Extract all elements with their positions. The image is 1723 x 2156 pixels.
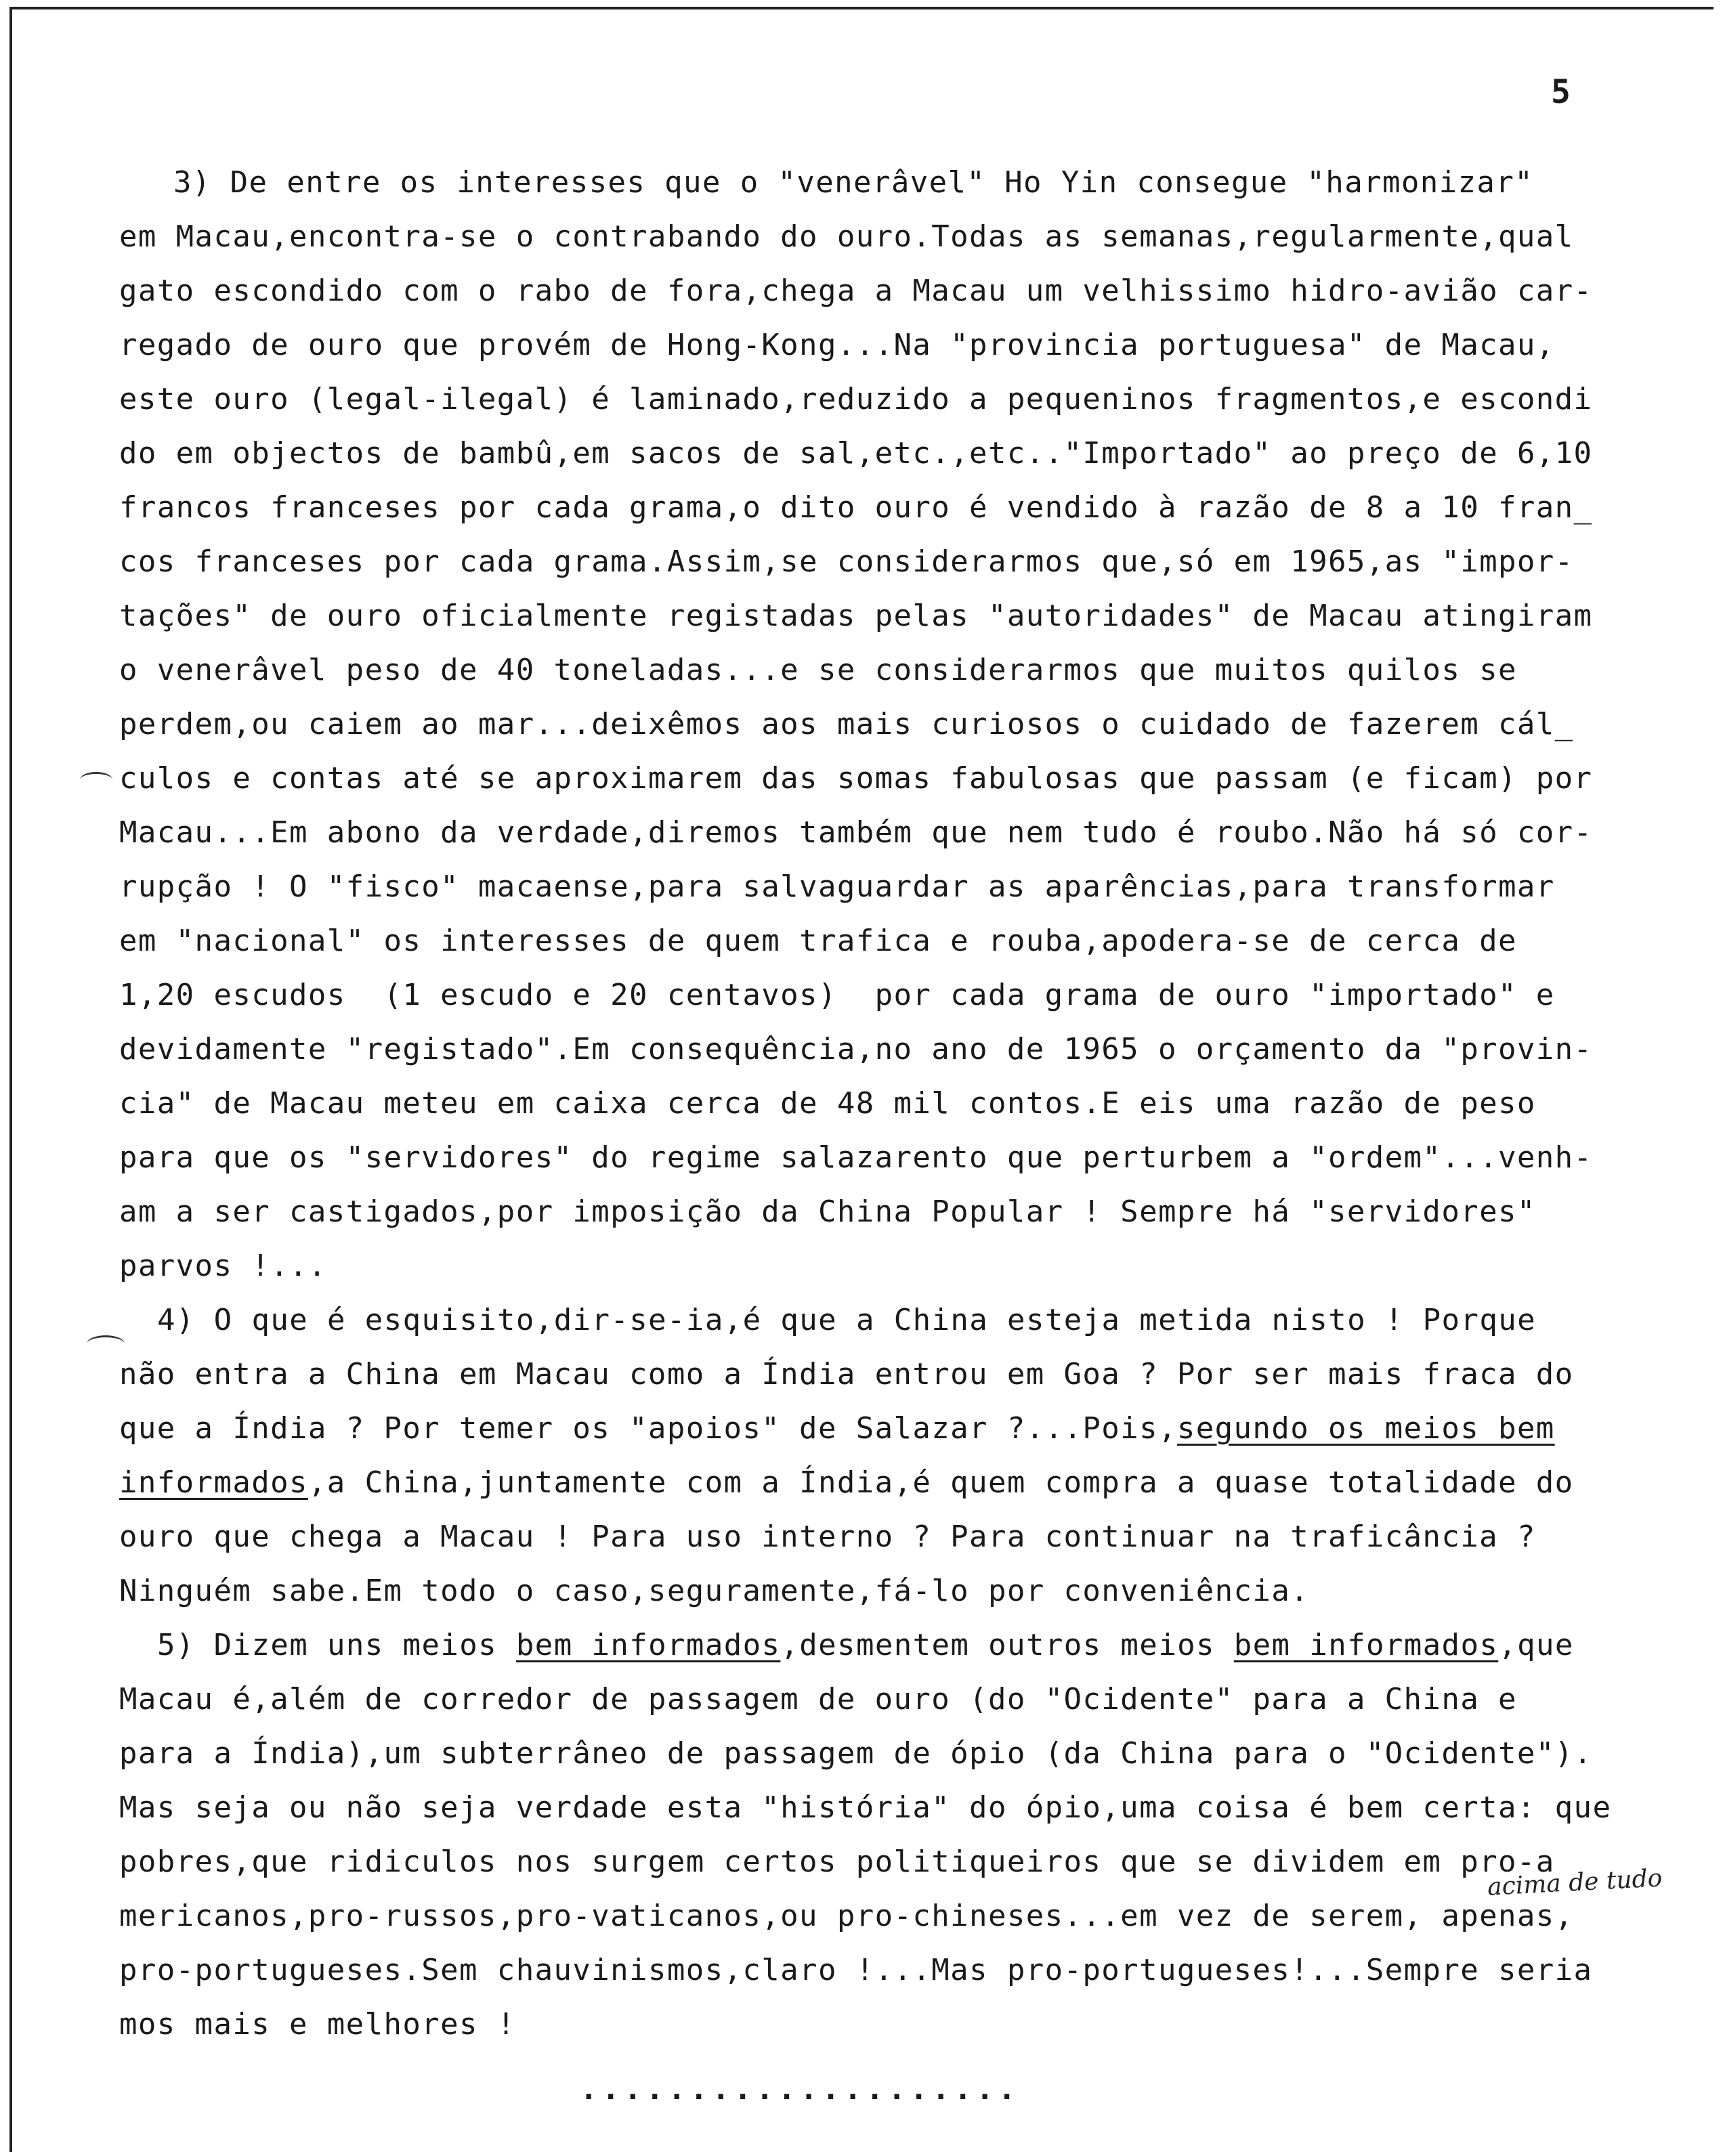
text-line: ouro que chega a Macau ! Para uso interno ? Para continuar na traficância ? (119, 1519, 1536, 1554)
text-segment: que a Índia ? Por temer os "apoios" de Salazar ?...Pois, (119, 1411, 1177, 1446)
text-line: 1,20 escudos (1 escudo e 20 centavos) por cada grama de ouro "importado" e (119, 978, 1555, 1012)
underlined-phrase: bem informados (515, 1628, 781, 1662)
text-line (119, 1464, 1574, 1502)
text-line: do em objectos de bambû,em sacos de sal,etc.,etc.."Importado" ao preço de 6,10 (119, 436, 1593, 471)
text-line: cos franceses por cada grama.Assim,se considerarmos que,só em 1965,as "impor- (119, 544, 1574, 579)
handwritten-annotation: acima de tudo (1487, 1864, 1663, 1901)
text-line: o venerâvel peso de 40 toneladas...e se considerarmos que muitos quilos se (119, 653, 1517, 687)
text-line: não entra a China em Macau como a Índia entrou em Goa ? Por ser mais fraca do (119, 1357, 1574, 1392)
underlined-phrase: bem informados (1233, 1628, 1499, 1662)
text-line: mos mais e melhores ! (119, 2007, 516, 2042)
text-segment: ,desmentem outros meios (780, 1628, 1234, 1662)
text-line: tações" de ouro oficialmente registadas pelas "autoridades" de Macau atingiram (119, 599, 1593, 633)
margin-mark (87, 1335, 125, 1352)
text-line: culos e contas até se aproximarem das somas fabulosas que passam (e ficam) por (119, 761, 1593, 796)
text-line: rupção ! O "fisco" macaense,para salvaguardar as aparências,para transformar (119, 869, 1555, 904)
text-line (157, 1626, 1574, 1664)
text-line: pro-portugueses.Sem chauvinismos,claro !...Mas pro-portugueses!...Sempre seria (119, 1953, 1593, 1987)
text-line: Ninguém sabe.Em todo o caso,seguramente,fá-lo por conveniência. (119, 1574, 1310, 1608)
text-line: Macau...Em abono da verdade,diremos também que nem tudo é roubo.Não há só cor- (119, 815, 1593, 850)
text-line (119, 1410, 1555, 1448)
text-line: Macau é,além de corredor de passagem de ouro (do "Ocidente" para a China e (119, 1682, 1517, 1717)
text-segment: ,que (1498, 1628, 1574, 1662)
text-line: pobres,que ridiculos nos surgem certos politiqueiros que se dividem em pro-a (119, 1845, 1555, 1879)
text-line: para a Índia),um subterrâneo de passagem de ópio (da China para o "Ocidente"). (119, 1736, 1593, 1771)
page-number: 5 (1551, 73, 1571, 111)
text-line: mericanos,pro-russos,pro-vaticanos,ou pro-chineses...em vez de serem, apenas, (119, 1899, 1574, 1933)
text-line: devidamente "registado".Em consequência,no ano de 1965 o orçamento da "provin- (119, 1032, 1593, 1066)
text-line: em Macau,encontra-se o contrabando do ouro.Todas as semanas,regularmente,qual (119, 219, 1574, 254)
margin-mark (80, 772, 112, 788)
underlined-phrase: informados (119, 1465, 308, 1500)
underlined-phrase: segundo os meios bem (1176, 1411, 1555, 1446)
text-line: perdem,ou caiem ao mar...deixêmos aos mais curiosos o cuidado de fazerem cál_ (119, 707, 1574, 741)
text-line: parvos !... (119, 1249, 327, 1283)
text-line: am a ser castigados,por imposição da China Popular ! Sempre há "servidores" (119, 1194, 1536, 1229)
text-line: cia" de Macau meteu em caixa cerca de 48 mil contos.E eis uma razão de peso (119, 1086, 1536, 1121)
text-line: francos franceses por cada grama,o dito ouro é vendido à razão de 8 a 10 fran_ (119, 490, 1593, 525)
text-line: gato escondido com o rabo de fora,chega a Macau um velhissimo hidro-avião car- (119, 274, 1593, 308)
text-line: Mas seja ou não seja verdade esta "história" do ópio,uma coisa é bem certa: que (119, 1790, 1612, 1825)
text-line: 4) O que é esquisito,dir-se-ia,é que a China esteja metida nisto ! Porque (157, 1303, 1536, 1337)
text-line: regado de ouro que provém de Hong-Kong...Na "provincia portuguesa" de Macau, (119, 328, 1555, 362)
text-segment: ,a China,juntamente com a Índia,é quem compra a quase totalidade do (307, 1465, 1574, 1500)
text-line: 3) De entre os interesses que o "venerâvel" Ho Yin consegue "harmonizar" (173, 165, 1534, 200)
text-line: este ouro (legal-ilegal) é laminado,reduzido a pequeninos fragmentos,e escondi (119, 382, 1593, 416)
text-line: para que os "servidores" do regime salazarento que perturbem a "ordem"...venh- (119, 1140, 1593, 1175)
text-segment: 5) Dizem uns meios (157, 1628, 516, 1662)
text-line: em "nacional" os interesses de quem trafica e rouba,apodera-se de cerca de (119, 924, 1517, 958)
closing-separator: .................... (580, 2072, 1020, 2107)
